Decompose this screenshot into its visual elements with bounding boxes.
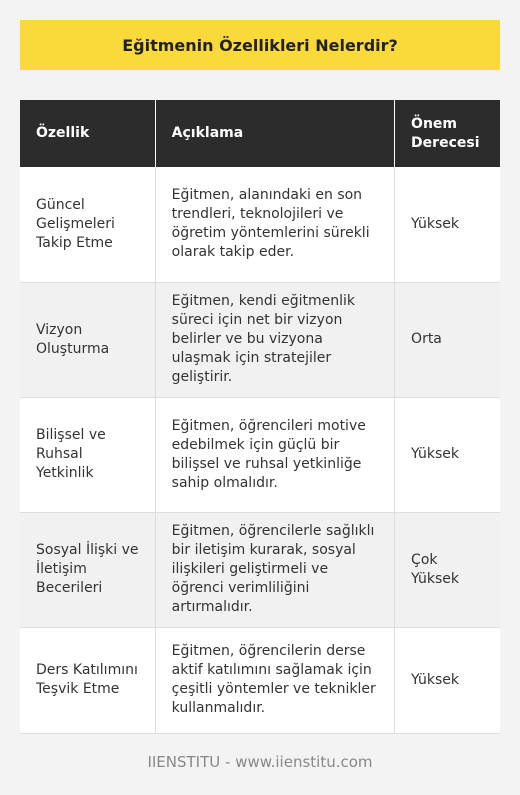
- header-description: Açıklama: [155, 100, 394, 167]
- cell-feature: Ders Katılımını Teşvik Etme: [20, 627, 155, 733]
- page-title: Eğitmenin Özellikleri Nelerdir?: [20, 20, 500, 70]
- cell-importance: Yüksek: [395, 627, 500, 733]
- features-table: [20, 100, 500, 734]
- cell-description: Eğitmen, alanındaki en son trendleri, teknolojileri ve öğretim yöntemlerini sürekli olarak takip eder.: [155, 167, 394, 282]
- cell-importance: Yüksek: [395, 167, 500, 282]
- cell-feature: Sosyal İlişki ve İletişim Becerileri: [20, 512, 155, 627]
- cell-importance: Yüksek: [395, 397, 500, 512]
- cell-importance: Orta: [395, 282, 500, 397]
- cell-feature: Bilişsel ve Ruhsal Yetkinlik: [20, 397, 155, 512]
- cell-description: Eğitmen, öğrencilerle sağlıklı bir iletişim kurarak, sosyal ilişkileri geliştirmeli ve öğrenci verimliliğini artırmalıdır.: [155, 512, 394, 627]
- cell-feature: Güncel Gelişmeleri Takip Etme: [20, 167, 155, 282]
- table-row: [20, 282, 500, 397]
- table-row: [20, 512, 500, 627]
- cell-importance: Çok Yüksek: [395, 512, 500, 627]
- table-row: [20, 627, 500, 733]
- header-feature: Özellik: [20, 100, 155, 167]
- table-row: [20, 397, 500, 512]
- table-row: [20, 167, 500, 282]
- cell-description: Eğitmen, öğrencileri motive edebilmek için güçlü bir bilişsel ve ruhsal yetkinliğe sahip olmalıdır.: [155, 397, 394, 512]
- header-importance: Önem Derecesi: [395, 100, 500, 167]
- cell-description: Eğitmen, öğrencilerin derse aktif katılımını sağlamak için çeşitli yöntemler ve teknikler kullanmalıdır.: [155, 627, 394, 733]
- footer-credit: IIENSTITU - www.iienstitu.com: [147, 753, 373, 771]
- cell-feature: Vizyon Oluşturma: [20, 282, 155, 397]
- cell-description: Eğitmen, kendi eğitmenlik süreci için net bir vizyon belirler ve bu vizyona ulaşmak için stratejiler geliştirir.: [155, 282, 394, 397]
- table-header-row: [20, 100, 500, 167]
